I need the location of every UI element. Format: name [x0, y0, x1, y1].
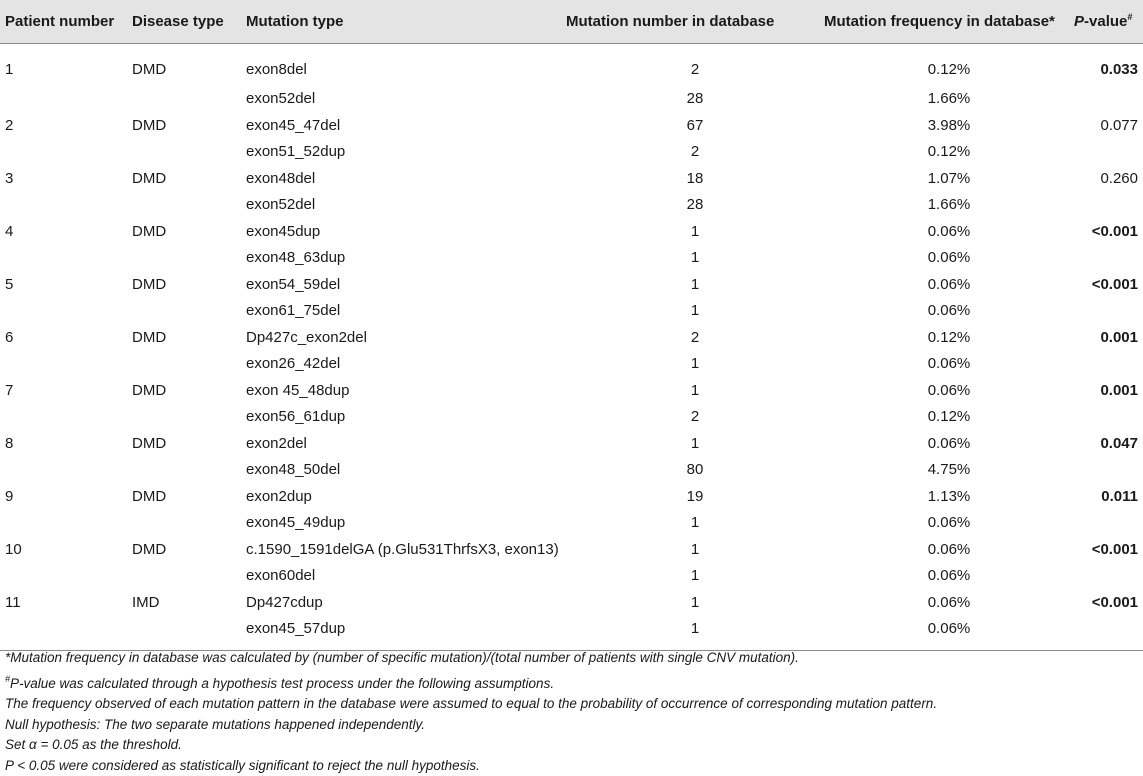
cell-mutation-frequency: 0.06% — [824, 218, 1074, 245]
cell-mutation-type: exon26_42del — [246, 351, 566, 378]
cell-mutation-number: 1 — [566, 271, 824, 298]
cell-mutation-type: exon52del — [246, 192, 566, 219]
cell-mutation-frequency: 0.06% — [824, 510, 1074, 537]
cell-patient-number: 10 — [0, 536, 132, 563]
cell-p-value — [1074, 139, 1143, 166]
table-row — [0, 563, 1143, 590]
cell-mutation-frequency: 0.12% — [824, 324, 1074, 351]
table-row — [0, 404, 1143, 431]
table-body — [0, 43, 1143, 650]
cell-disease-type — [132, 192, 246, 219]
cell-p-value: <0.001 — [1074, 218, 1143, 245]
cell-mutation-number: 67 — [566, 112, 824, 139]
cell-mutation-type: exon51_52dup — [246, 139, 566, 166]
cell-mutation-type: exon48_50del — [246, 457, 566, 484]
cell-disease-type: IMD — [132, 589, 246, 616]
cell-mutation-frequency: 0.06% — [824, 430, 1074, 457]
cell-mutation-type: exon60del — [246, 563, 566, 590]
header-p-value-rest: -value — [1084, 13, 1127, 30]
cell-disease-type — [132, 616, 246, 651]
cell-disease-type: DMD — [132, 324, 246, 351]
cell-p-value: <0.001 — [1074, 589, 1143, 616]
cell-patient-number — [0, 139, 132, 166]
table-row — [0, 351, 1143, 378]
cell-patient-number — [0, 510, 132, 537]
table-row — [0, 510, 1143, 537]
cell-mutation-type: exon45_49dup — [246, 510, 566, 537]
table-row — [0, 324, 1143, 351]
cell-patient-number: 3 — [0, 165, 132, 192]
cell-disease-type: DMD — [132, 218, 246, 245]
cell-mutation-type: exon45dup — [246, 218, 566, 245]
table-row — [0, 165, 1143, 192]
table-row — [0, 192, 1143, 219]
cell-mutation-number: 2 — [566, 324, 824, 351]
cell-disease-type: DMD — [132, 536, 246, 563]
cell-mutation-number: 1 — [566, 589, 824, 616]
cell-p-value: 0.260 — [1074, 165, 1143, 192]
cell-p-value: 0.033 — [1074, 43, 1143, 86]
table-row — [0, 245, 1143, 272]
cell-patient-number: 1 — [0, 43, 132, 86]
cell-mutation-frequency: 0.06% — [824, 245, 1074, 272]
cell-p-value — [1074, 457, 1143, 484]
cell-mutation-frequency: 0.12% — [824, 139, 1074, 166]
cell-mutation-frequency: 0.06% — [824, 536, 1074, 563]
cell-p-value: 0.001 — [1074, 324, 1143, 351]
header-patient-number: Patient number — [0, 0, 132, 43]
table-row — [0, 139, 1143, 166]
cell-mutation-type: exon8del — [246, 43, 566, 86]
header-p-value-mark: # — [1127, 12, 1132, 22]
cell-mutation-type: exon2del — [246, 430, 566, 457]
cell-patient-number: 11 — [0, 589, 132, 616]
cell-mutation-number: 1 — [566, 536, 824, 563]
cell-patient-number: 7 — [0, 377, 132, 404]
cell-disease-type: DMD — [132, 112, 246, 139]
cell-mutation-frequency: 0.06% — [824, 298, 1074, 325]
cell-patient-number — [0, 404, 132, 431]
cell-mutation-number: 1 — [566, 351, 824, 378]
cell-mutation-type: Dp427cdup — [246, 589, 566, 616]
cell-p-value: <0.001 — [1074, 271, 1143, 298]
cell-mutation-type: Dp427c_exon2del — [246, 324, 566, 351]
cell-patient-number: 4 — [0, 218, 132, 245]
cell-patient-number — [0, 457, 132, 484]
cell-patient-number: 5 — [0, 271, 132, 298]
table-row — [0, 86, 1143, 113]
table-row — [0, 271, 1143, 298]
footnote-p-value — [5, 669, 1135, 695]
cell-disease-type: DMD — [132, 165, 246, 192]
header-p-value — [1074, 0, 1143, 43]
table-row — [0, 377, 1143, 404]
cell-p-value: 0.047 — [1074, 430, 1143, 457]
cell-p-value — [1074, 298, 1143, 325]
footnote-threshold: Set α = 0.05 as the threshold. — [5, 735, 1135, 756]
cell-mutation-number: 1 — [566, 377, 824, 404]
footnote-assumption: The frequency observed of each mutation pattern in the database were assumed to equal to the probability of occurrence of corresponding mutation pattern. — [5, 694, 1135, 715]
cell-mutation-number: 1 — [566, 510, 824, 537]
cell-disease-type — [132, 139, 246, 166]
table-row — [0, 589, 1143, 616]
cell-mutation-number: 80 — [566, 457, 824, 484]
cell-p-value: 0.011 — [1074, 483, 1143, 510]
table-row — [0, 616, 1143, 651]
header-mutation-frequency-label: Mutation frequency in database — [824, 13, 1049, 30]
cell-mutation-type: exon52del — [246, 86, 566, 113]
cell-mutation-type: exon56_61dup — [246, 404, 566, 431]
cell-disease-type: DMD — [132, 483, 246, 510]
cell-patient-number — [0, 298, 132, 325]
cell-mutation-frequency: 1.66% — [824, 192, 1074, 219]
cell-mutation-number: 2 — [566, 139, 824, 166]
cell-mutation-frequency: 0.06% — [824, 616, 1074, 651]
cell-mutation-number: 18 — [566, 165, 824, 192]
cell-disease-type — [132, 510, 246, 537]
header-mutation-type: Mutation type — [246, 0, 566, 43]
header-mutation-number: Mutation number in database — [566, 0, 824, 43]
cell-mutation-number: 1 — [566, 245, 824, 272]
cell-patient-number — [0, 86, 132, 113]
cell-mutation-type: exon54_59del — [246, 271, 566, 298]
cell-p-value: <0.001 — [1074, 536, 1143, 563]
cell-mutation-number: 1 — [566, 218, 824, 245]
cell-mutation-type: c.1590_1591delGA (p.Glu531ThrfsX3, exon13) — [246, 536, 566, 563]
cell-mutation-frequency: 0.12% — [824, 43, 1074, 86]
cell-mutation-type: exon48del — [246, 165, 566, 192]
cell-patient-number: 9 — [0, 483, 132, 510]
cell-mutation-type: exon45_47del — [246, 112, 566, 139]
cell-mutation-type: exon48_63dup — [246, 245, 566, 272]
cell-p-value — [1074, 86, 1143, 113]
cell-mutation-number: 1 — [566, 616, 824, 651]
table-row — [0, 112, 1143, 139]
header-disease-type: Disease type — [132, 0, 246, 43]
cell-mutation-number: 1 — [566, 430, 824, 457]
cell-mutation-frequency: 3.98% — [824, 112, 1074, 139]
cell-disease-type: DMD — [132, 377, 246, 404]
cell-mutation-type: exon 45_48dup — [246, 377, 566, 404]
cell-patient-number — [0, 616, 132, 651]
cell-mutation-frequency: 0.06% — [824, 271, 1074, 298]
footnote-p-value-text: P-value was calculated through a hypothesis test process under the following assumptions. — [10, 676, 554, 691]
footnote-null-hypothesis: Null hypothesis: The two separate mutations happened independently. — [5, 715, 1135, 736]
cell-disease-type — [132, 563, 246, 590]
table-row — [0, 483, 1143, 510]
cell-p-value: 0.001 — [1074, 377, 1143, 404]
table-footnotes — [5, 648, 1135, 776]
footnote-p-value-mark: # — [5, 674, 10, 684]
cell-disease-type — [132, 351, 246, 378]
table-header-row — [0, 0, 1143, 43]
cell-disease-type — [132, 298, 246, 325]
cell-disease-type: DMD — [132, 430, 246, 457]
cell-mutation-number: 2 — [566, 404, 824, 431]
table-row — [0, 43, 1143, 86]
footnote-significance: P < 0.05 were considered as statistically significant to reject the null hypothesis. — [5, 756, 1135, 776]
table-row — [0, 536, 1143, 563]
cell-p-value — [1074, 510, 1143, 537]
table-row — [0, 457, 1143, 484]
cell-disease-type — [132, 404, 246, 431]
table-row — [0, 218, 1143, 245]
cell-mutation-frequency: 0.06% — [824, 377, 1074, 404]
cell-mutation-frequency: 0.06% — [824, 589, 1074, 616]
cell-mutation-frequency: 1.66% — [824, 86, 1074, 113]
cell-disease-type: DMD — [132, 43, 246, 86]
cell-mutation-number: 1 — [566, 298, 824, 325]
cell-p-value — [1074, 351, 1143, 378]
cell-mutation-frequency: 1.13% — [824, 483, 1074, 510]
cell-mutation-frequency: 0.06% — [824, 351, 1074, 378]
cell-mutation-frequency: 0.12% — [824, 404, 1074, 431]
cell-mutation-frequency: 0.06% — [824, 563, 1074, 590]
cell-mutation-number: 28 — [566, 192, 824, 219]
table-row — [0, 430, 1143, 457]
cell-p-value — [1074, 616, 1143, 651]
header-mutation-frequency-mark: * — [1049, 13, 1055, 30]
cell-mutation-number: 28 — [566, 86, 824, 113]
cell-patient-number — [0, 192, 132, 219]
cell-p-value — [1074, 563, 1143, 590]
header-p-value-letter: P — [1074, 13, 1084, 30]
cell-disease-type: DMD — [132, 271, 246, 298]
cell-p-value — [1074, 404, 1143, 431]
cell-patient-number: 6 — [0, 324, 132, 351]
cell-disease-type — [132, 86, 246, 113]
cell-p-value — [1074, 192, 1143, 219]
cell-p-value: 0.077 — [1074, 112, 1143, 139]
cell-patient-number: 2 — [0, 112, 132, 139]
cell-mutation-frequency: 4.75% — [824, 457, 1074, 484]
cell-patient-number — [0, 351, 132, 378]
cell-disease-type — [132, 457, 246, 484]
cell-disease-type — [132, 245, 246, 272]
cell-mutation-number: 1 — [566, 563, 824, 590]
cell-p-value — [1074, 245, 1143, 272]
cell-patient-number — [0, 563, 132, 590]
cell-mutation-type: exon61_75del — [246, 298, 566, 325]
cell-patient-number: 8 — [0, 430, 132, 457]
cell-mutation-number: 2 — [566, 43, 824, 86]
cell-mutation-type: exon2dup — [246, 483, 566, 510]
header-mutation-frequency — [824, 0, 1074, 43]
cell-mutation-frequency: 1.07% — [824, 165, 1074, 192]
table-row — [0, 298, 1143, 325]
footnote-frequency: *Mutation frequency in database was calculated by (number of specific mutation)/(total number of patients with single CNV mutation). — [5, 648, 1135, 669]
cell-patient-number — [0, 245, 132, 272]
cell-mutation-number: 19 — [566, 483, 824, 510]
cell-mutation-type: exon45_57dup — [246, 616, 566, 651]
